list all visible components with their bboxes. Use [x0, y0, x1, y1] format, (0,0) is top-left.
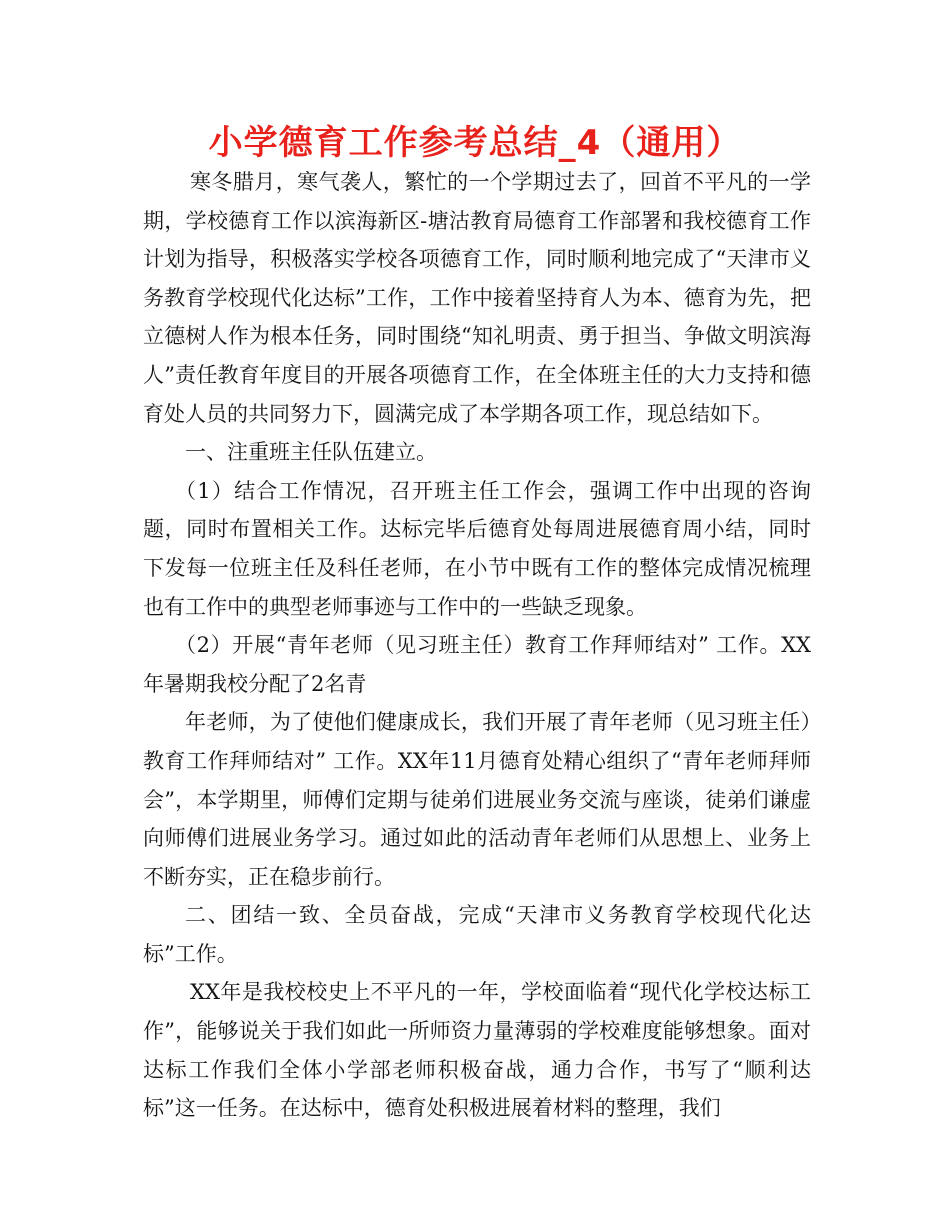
paragraph-item-1: （1）结合工作情况，召开班主任工作会，强调工作中出现的咨询题，同时布置相关工作。达标完毕后德育处每周进展德育周小结，同时下发每一位班主任及科任老师，在小节中既有工作的整体完成情况梳理也有工作中的典型老师事迹与工作中的一些缺乏现象。: [143, 478, 811, 619]
document-body: [143, 163, 811, 1128]
paragraph-item-2-continued: 年老师，为了使他们健康成长，我们开展了青年老师（见习班主任）教育工作拜师结对” 工作。XX年11月德育处精心组织了“青年老师拜师会”，本学期里，师傅们定期与徒弟们进展业务交流与座谈，徒弟们谦虚向师傅们进展业务学习。通过如此的活动青年老师们从思想上、业务上不断夯实，正在稳步前行。: [143, 710, 811, 889]
heading-section-2: 二、团结一致、全员奋战，完成“天津市义务教育学校现代化达标”工作。: [143, 903, 811, 966]
heading-section-1: 一、注重班主任队伍建立。: [185, 440, 437, 465]
document-title: 小学德育工作参考总结_4（通用）: [208, 123, 742, 163]
paragraph-item-2: （2）开展“青年老师（见习班主任）教育工作拜师结对” 工作。XX年暑期我校分配了2名青: [143, 633, 811, 696]
paragraph-intro: 寒冬腊月，寒气袭人，繁忙的一个学期过去了，回首不平凡的一学期，学校德育工作以滨海新区-塘沽教育局德育工作部署和我校德育工作计划为指导，积极落实学校各项德育工作，同时顺利地完成了“天津市义务教育学校现代化达标”工作，工作中接着坚持育人为本、德育为先，把立德树人作为根本任务，同时围绕“知礼明责、勇于担当、争做文明滨海人”责任教育年度目的开展各项德育工作，在全体班主任的大力支持和德育处人员的共同努力下，圆满完成了本学期各项工作，现总结如下。: [143, 170, 811, 426]
paragraph-section-2: XX年是我校校史上不平凡的一年，学校面临着“现代化学校达标工作”，能够说关于我们如此一所师资力量薄弱的学校难度能够想象。面对达标工作我们全体小学部老师积极奋战，通力合作，书写了“顺利达标”这一任务。在达标中，德育处积极进展着材料的整理，我们: [143, 980, 811, 1121]
